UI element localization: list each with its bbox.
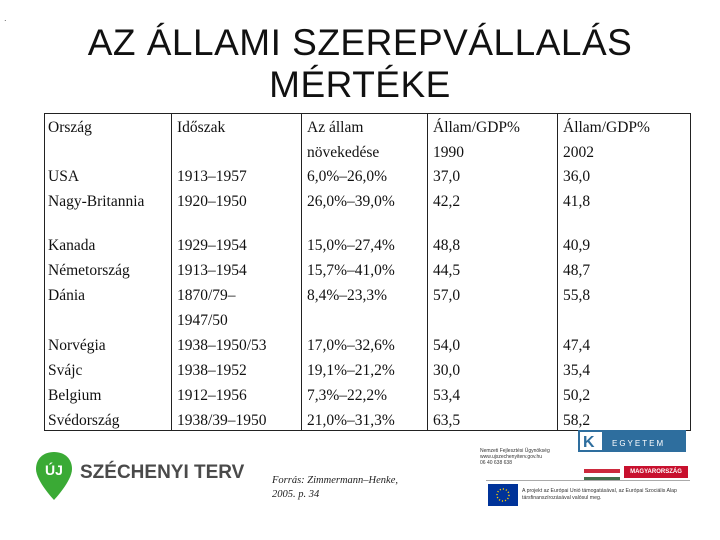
cell-gdp2002: 47,4 (563, 337, 591, 354)
agency-info (480, 448, 550, 466)
source-line-2: 2005. p. 34 (272, 489, 320, 500)
cell-growth: 8,4%–23,3% (307, 287, 388, 304)
cell-gdp2002: 58,2 (563, 412, 591, 429)
source-line-1: Forrás: Zimmermann–Henke, (272, 475, 398, 486)
agency-line-3: 06 40 638 638 (480, 460, 512, 466)
header-growth-line-2: növekedése (307, 144, 380, 161)
szechenyi-pin-icon (34, 448, 245, 504)
header-gdp2002-line-2: 2002 (563, 144, 594, 161)
cell-period-continuation: 1947/50 (177, 312, 228, 329)
title-line-2: MÉRTÉKE (269, 64, 451, 105)
cell-gdp1990: 44,5 (433, 262, 461, 279)
cell-growth: 21,0%–31,3% (307, 412, 395, 429)
cell-period: 1938/39–1950 (177, 412, 267, 429)
cell-country: Nagy-Britannia (48, 193, 145, 210)
cell-country: Svédország (48, 412, 120, 429)
cell-period: 1938–1952 (177, 362, 247, 379)
logo-text: SZÉCHENYI TERV (80, 462, 245, 483)
column-divider (427, 114, 428, 430)
cell-country: Norvégia (48, 337, 106, 354)
data-table (44, 113, 691, 431)
cell-period: 1913–1954 (177, 262, 247, 279)
cell-country: Belgium (48, 387, 102, 404)
source-citation (272, 474, 398, 502)
cell-gdp1990: 57,0 (433, 287, 461, 304)
university-logo (578, 428, 686, 454)
cell-country: Svájc (48, 362, 83, 379)
header-gdp1990-line-2: 1990 (433, 144, 464, 161)
agency-line-1: Nemzeti Fejlesztési Ügynökség (480, 448, 550, 454)
header-growth-line-1: Az állam (307, 119, 364, 136)
cell-growth: 15,0%–27,4% (307, 237, 395, 254)
cell-growth: 19,1%–21,2% (307, 362, 395, 379)
agency-line-2: www.ujszechenyiterv.gov.hu (480, 454, 543, 460)
cell-country: Kanada (48, 237, 96, 254)
cell-growth: 6,0%–26,0% (307, 168, 388, 185)
header-gdp2002-line-1: Állam/GDP% (563, 119, 650, 136)
slide-title (0, 22, 720, 106)
title-line-1: AZ ÁLLAMI SZEREPVÁLLALÁS (87, 22, 633, 63)
university-label: EGYETEM (612, 439, 666, 448)
cell-gdp2002: 48,7 (563, 262, 591, 279)
eu-flag-icon (488, 484, 518, 506)
cell-gdp1990: 37,0 (433, 168, 461, 185)
cell-growth: 15,7%–41,0% (307, 262, 395, 279)
cell-period: 1929–1954 (177, 237, 247, 254)
cell-gdp2002: 35,4 (563, 362, 591, 379)
header-country: Ország (48, 119, 92, 136)
cell-period: 1920–1950 (177, 193, 247, 210)
cell-period: 1938–1950/53 (177, 337, 267, 354)
cell-growth: 26,0%–39,0% (307, 193, 395, 210)
cell-growth: 7,3%–22,2% (307, 387, 388, 404)
cell-country: USA (48, 168, 80, 185)
cell-gdp1990: 42,2 (433, 193, 461, 210)
eu-funding-note: A projekt az Európai Unió támogatásával, az Európai Szociális Alap társfinanszírozásával valósul meg. (522, 488, 677, 501)
cell-country: Dánia (48, 287, 86, 304)
header-period: Időszak (177, 119, 226, 136)
cell-gdp1990: 53,4 (433, 387, 461, 404)
cell-gdp1990: 30,0 (433, 362, 461, 379)
magyarorszag-banner: MAGYARORSZÁG MEGÚJUL (624, 466, 688, 478)
divider (486, 480, 690, 481)
svg-text:K: K (583, 434, 595, 451)
logo-badge: ÚJ (45, 462, 63, 478)
cell-period: 1912–1956 (177, 387, 247, 404)
cell-gdp2002: 41,8 (563, 193, 591, 210)
column-divider (171, 114, 172, 430)
cell-gdp1990: 63,5 (433, 412, 461, 429)
cell-gdp2002: 50,2 (563, 387, 591, 404)
cell-gdp1990: 54,0 (433, 337, 461, 354)
cell-country: Németország (48, 262, 130, 279)
cell-period: 1913–1957 (177, 168, 247, 185)
cell-gdp2002: 55,8 (563, 287, 591, 304)
column-divider (301, 114, 302, 430)
szechenyi-terv-logo (34, 448, 245, 509)
cell-growth: 17,0%–32,6% (307, 337, 395, 354)
cell-gdp2002: 36,0 (563, 168, 591, 185)
cell-gdp1990: 48,8 (433, 237, 461, 254)
cell-gdp2002: 40,9 (563, 237, 591, 254)
corner-mark: . (4, 14, 7, 23)
hungarian-flag-icon (584, 468, 620, 486)
column-divider (557, 114, 558, 430)
header-gdp1990-line-1: Állam/GDP% (433, 119, 520, 136)
cell-period: 1870/79– (177, 287, 236, 304)
